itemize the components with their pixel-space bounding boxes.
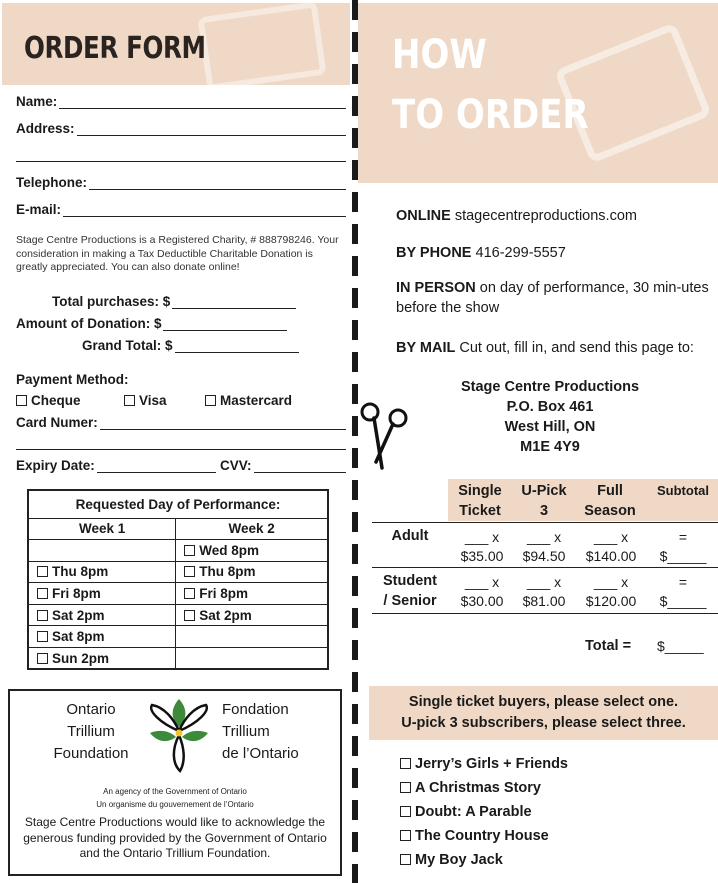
week1-slot[interactable] [28, 561, 176, 583]
adult-eq: = [678, 529, 688, 545]
checkbox-icon[interactable] [400, 854, 411, 865]
table-rule [372, 567, 718, 568]
phone-label: BY PHONE [396, 245, 472, 261]
grand-total-label: Grand Total: $ [82, 338, 173, 353]
title-line: TO ORDER [392, 92, 589, 138]
full-season-header [578, 481, 642, 521]
trillium-name-en [36, 699, 146, 765]
scissors-icon [360, 398, 410, 472]
address-field[interactable] [16, 121, 346, 136]
cheque-label: Cheque [31, 393, 81, 408]
agency-en: An agency of the Government of Ontario [103, 787, 247, 796]
week2-slot[interactable] [176, 561, 328, 583]
checkbox-icon[interactable] [16, 395, 27, 406]
student-subtotal[interactable]: $_____ [659, 593, 707, 609]
slot-label: Sun 2pm [52, 650, 110, 666]
adult-single-qty[interactable]: ___ x [464, 529, 500, 545]
order-form-banner [2, 3, 350, 85]
donation-field[interactable] [16, 316, 287, 331]
total-purchases-label: Total purchases: $ [52, 294, 171, 309]
trillium-en-line: Ontario [66, 701, 116, 718]
adult-full-qty[interactable]: ___ x [593, 529, 629, 545]
grand-total-field[interactable] [82, 338, 299, 353]
student-single-price: $30.00 [460, 593, 504, 609]
checkbox-icon[interactable] [37, 610, 48, 621]
mail-text: Cut out, fill in, and send this page to: [459, 340, 694, 356]
subtotal-header: Subtotal [657, 483, 709, 498]
week1-slot[interactable] [28, 626, 176, 648]
show-option[interactable] [400, 800, 568, 824]
week1-slot [28, 540, 176, 562]
checkbox-icon[interactable] [124, 395, 135, 406]
card-number-field[interactable] [16, 415, 346, 430]
header-line: Ticket [459, 503, 501, 519]
online-url[interactable]: stagecentreproductions.com [454, 208, 637, 224]
agency-note [10, 785, 340, 811]
ticket-watermark-icon [197, 3, 326, 85]
card-number-label: Card Numer: [16, 415, 98, 430]
show-title: A Christmas Story [415, 780, 541, 796]
header-line: U-Pick [521, 483, 567, 499]
adult-single-price: $35.00 [460, 548, 504, 564]
trillium-logo-icon [138, 693, 220, 775]
trillium-fr-line: de l’Ontario [222, 745, 299, 762]
payment-method-title: Payment Method: [16, 372, 129, 387]
trillium-name-fr [222, 699, 332, 765]
header-line: Season [584, 503, 636, 519]
student-upick-price: $81.00 [522, 593, 566, 609]
checkbox-icon[interactable] [400, 806, 411, 817]
visa-label: Visa [139, 393, 167, 408]
upick-header [514, 481, 574, 521]
show-title: The Country House [415, 828, 549, 844]
order-mail [396, 338, 718, 358]
performance-row [28, 648, 328, 670]
address-line: Stage Centre Productions [460, 379, 640, 395]
week2-header: Week 2 [176, 518, 328, 540]
show-option[interactable] [400, 752, 568, 776]
how-to-order-banner [358, 3, 718, 183]
card-number-line-2[interactable] [16, 449, 346, 450]
slot-label: Sat 2pm [199, 607, 252, 623]
performance-row [28, 626, 328, 648]
how-to-order-title [392, 25, 589, 145]
week1-slot[interactable] [28, 604, 176, 626]
checkbox-icon[interactable] [400, 782, 411, 793]
name-field[interactable] [16, 94, 346, 109]
donation-label: Amount of Donation: $ [16, 316, 162, 331]
checkbox-icon[interactable] [184, 545, 195, 556]
address-line-2[interactable] [16, 161, 346, 162]
mastercard-label: Mastercard [220, 393, 293, 408]
trillium-en-line: Foundation [53, 745, 129, 762]
slot-label: Sat 2pm [52, 607, 105, 623]
week1-slot[interactable] [28, 648, 176, 670]
checkbox-icon[interactable] [184, 588, 195, 599]
cvv-field[interactable] [220, 458, 346, 473]
adult-label: Adult [391, 528, 429, 544]
order-phone [396, 243, 706, 263]
adult-full-price: $140.00 [585, 548, 637, 564]
checkbox-icon[interactable] [184, 610, 195, 621]
show-list [400, 752, 568, 872]
instruction-line: Single ticket buyers, please select one. [408, 694, 679, 710]
address-line: M1E 4Y9 [520, 439, 580, 455]
phone-number: 416-299-5557 [475, 245, 566, 261]
checkbox-icon[interactable] [205, 395, 216, 406]
mail-label: BY MAIL [396, 340, 456, 356]
show-option[interactable] [400, 776, 568, 800]
adult-upick-qty[interactable]: ___ x [526, 529, 562, 545]
trillium-fr-line: Fondation [222, 701, 289, 718]
email-label: E-mail: [16, 202, 62, 217]
person-label: IN PERSON [396, 280, 476, 296]
total-value[interactable]: $_____ [657, 638, 704, 654]
total-label: Total = [585, 638, 632, 654]
student-eq: = [678, 574, 688, 590]
week1-slot[interactable] [28, 583, 176, 605]
checkbox-icon[interactable] [400, 758, 411, 769]
acknowledgement-text: Stage Centre Productions would like to acknowledge the generous funding provided by the Government of Ontario and the Ontario Trillium Foundation. [23, 815, 327, 860]
expiry-label: Expiry Date: [16, 458, 95, 473]
table-rule [372, 613, 718, 614]
selection-instructions [369, 686, 718, 740]
slot-label: Thu 8pm [52, 564, 109, 580]
header-line: 3 [539, 503, 549, 519]
student-full-price: $120.00 [585, 593, 637, 609]
single-ticket-header [450, 481, 510, 521]
online-label: ONLINE [396, 208, 451, 224]
performance-row [28, 561, 328, 583]
table-rule [372, 522, 718, 523]
checkbox-icon[interactable] [37, 588, 48, 599]
order-online [396, 206, 706, 226]
checkbox-icon[interactable] [37, 631, 48, 642]
cvv-label: CVV: [220, 458, 252, 473]
address-line: West Hill, ON [504, 419, 596, 435]
total-purchases-field[interactable] [52, 294, 296, 309]
slot-label: Thu 8pm [199, 564, 256, 580]
performance-row [28, 604, 328, 626]
address-label: Address: [16, 121, 75, 136]
order-in-person [396, 278, 718, 318]
header-line: Single [458, 483, 502, 499]
show-title: Jerry’s Girls + Friends [415, 756, 569, 772]
week2-slot[interactable] [176, 540, 328, 562]
week2-slot [176, 626, 328, 648]
week1-header: Week 1 [28, 518, 176, 540]
name-label: Name: [16, 94, 58, 109]
telephone-field[interactable] [16, 175, 346, 190]
telephone-label: Telephone: [16, 175, 88, 190]
show-option[interactable] [400, 824, 568, 848]
mastercard-option[interactable] [205, 393, 292, 408]
slot-label: Sat 8pm [52, 629, 105, 645]
address-line: P.O. Box 461 [506, 399, 594, 415]
performance-table [27, 489, 329, 670]
week2-slot [176, 648, 328, 670]
checkbox-icon[interactable] [184, 566, 195, 577]
student-upick-qty[interactable]: ___ x [526, 574, 562, 590]
charity-note: Stage Centre Productions is a Registered Charity, # 888798246. Your consideration in making a Tax Deductible Charitable Donation is greatly appreciated. You can also donate online! [16, 234, 339, 273]
expiry-field[interactable] [16, 458, 216, 473]
label-line: Student [383, 573, 437, 589]
performance-caption: Requested Day of Performance: [28, 490, 328, 518]
trillium-fr-line: Trillium [222, 723, 270, 740]
performance-row [28, 540, 328, 562]
visa-option[interactable] [124, 393, 167, 408]
slot-label: Fri 8pm [52, 586, 101, 602]
checkbox-icon[interactable] [37, 566, 48, 577]
trillium-en-line: Trillium [67, 723, 115, 740]
adult-upick-price: $94.50 [522, 548, 566, 564]
cheque-option[interactable] [16, 393, 81, 408]
slot-label: Fri 8pm [199, 586, 248, 602]
title-line: HOW [392, 32, 487, 78]
checkbox-icon[interactable] [37, 653, 48, 664]
instruction-line: U-pick 3 subscribers, please select three. [401, 715, 686, 731]
agency-fr: Un organisme du gouvernement de l’Ontario [96, 800, 254, 809]
email-field[interactable] [16, 202, 346, 217]
student-single-qty[interactable]: ___ x [464, 574, 500, 590]
student-label [372, 571, 448, 611]
person-text: on day of performance, 30 min-utes before the show [396, 280, 709, 316]
trillium-acknowledgement-box [8, 689, 342, 876]
performance-row [28, 583, 328, 605]
header-line: Full [597, 483, 623, 499]
slot-label: Wed 8pm [199, 542, 259, 558]
label-line: / Senior [383, 593, 437, 609]
week2-slot[interactable] [176, 583, 328, 605]
show-title: Doubt: A Parable [415, 804, 532, 820]
checkbox-icon[interactable] [400, 830, 411, 841]
order-form-title: ORDER FORM [24, 31, 206, 66]
week2-slot[interactable] [176, 604, 328, 626]
order-form-column [0, 0, 352, 883]
adult-subtotal[interactable]: $_____ [659, 548, 707, 564]
student-full-qty[interactable]: ___ x [593, 574, 629, 590]
show-title: My Boy Jack [415, 852, 503, 868]
mailing-address [420, 377, 680, 457]
show-option[interactable] [400, 848, 568, 872]
